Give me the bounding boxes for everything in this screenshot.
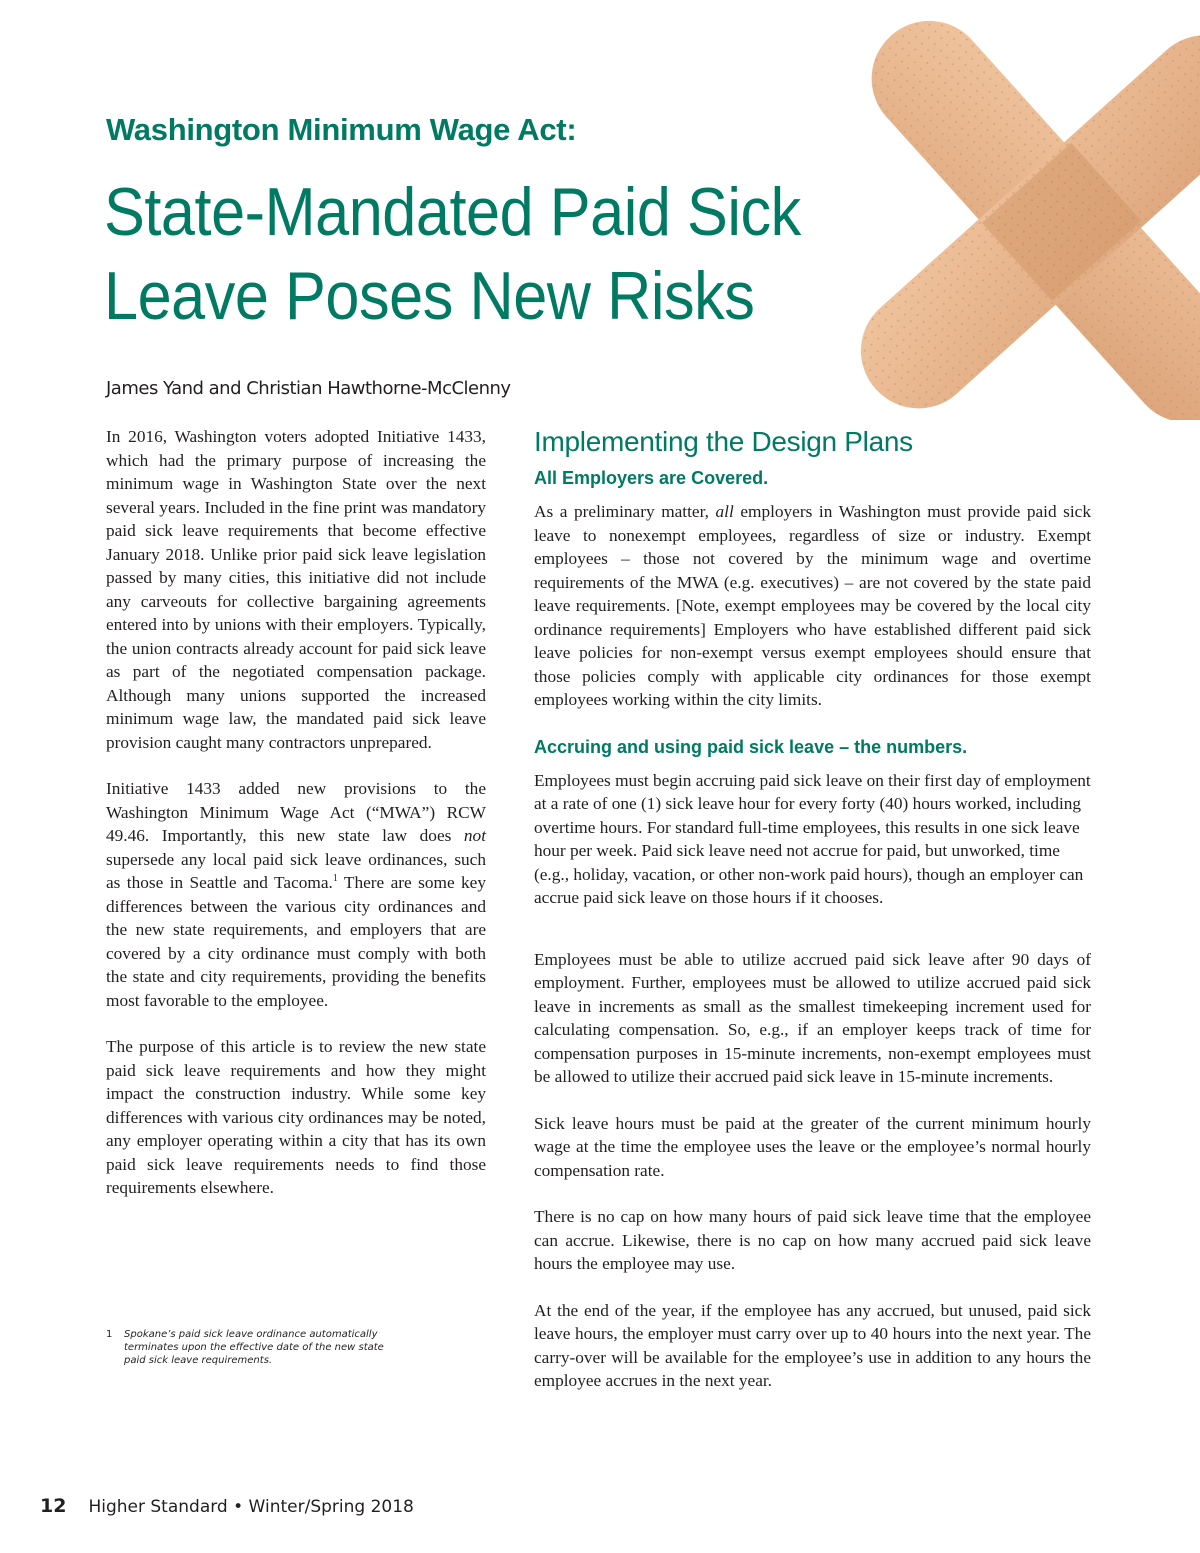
footnote-number: 1 <box>106 1329 113 1340</box>
employers-text-a: As a preliminary matter, <box>534 502 716 521</box>
subheading-accruing: Accruing and using paid sick leave – the numbers. <box>534 736 968 757</box>
employers-emphasis: all <box>715 502 734 521</box>
pay-rate-paragraph: Sick leave hours must be paid at the greater of the current minimum hourly wage at the time the employee uses the leave or the employee’s normal hourly compensation rate. <box>534 1113 1091 1180</box>
utilize-paragraph: Employees must be able to utilize accrued paid sick leave after 90 days of employment. Further, employees must be allowed to utilize accrued paid sick leave in increments as small as the smallest timekeeping increment used for calculating compensation. So, e.g., if an employer keeps track of time for compensation purposes in 15-minute increments, non-exempt employees must be allowed to utilize their accrued paid sick leave in 15-minute increments. <box>534 949 1091 1086</box>
no-cap-paragraph: There is no cap on how many hours of paid sick leave time that the employee can accrue. Likewise, there is no cap on how many accrued paid sick leave hours the employee may use. <box>534 1207 1091 1273</box>
footnote <box>106 1328 396 1367</box>
intro-paragraph: In 2016, Washington voters adopted Initiative 1433, which had the primary purpose of increasing the minimum wage in Washington State over the next several years. Included in the fine print was mandatory paid sick leave requirements that become effective January 2018. Unlike prior paid sick leave legislation passed by many cities, this initiative did not include any carveouts for collective bargaining agreements entered into by unions with their employers. Typically, the union contracts already account for paid sick leave as part of the negotiated compensation package. Although many unions supported the increased minimum wage law, the mandated paid sick leave provision caught many contractors unprepared. <box>106 427 486 752</box>
article-title-line-2: Leave Poses New Risks <box>104 258 755 334</box>
initiative-text-a: Initiative 1433 added new provisions to the Washington Minimum Wage Act (“MWA”) RCW 49.46. Importantly, this new state law does <box>106 779 486 845</box>
crossed-bandages-illustration <box>850 20 1200 420</box>
initiative-emphasis: not <box>463 826 486 845</box>
page-number: 12 <box>40 1495 67 1517</box>
employers-covered-paragraph <box>534 500 1091 712</box>
left-column <box>106 425 486 1223</box>
subheading-employers-covered: All Employers are Covered. <box>534 468 769 488</box>
employers-text-b: employers in Washington must provide paid sick leave to nonexempt employees, regardless of size or industry. Exempt employees – those not covered by the minimum wage and overtime requirements of the MWA (e.g. executives) – are not covered by the state paid leave requirements. [Note, exempt employees may be covered by the local city ordinance requirements] Employers who have established different paid sick leave policies for non-exempt versus exempt employees should ensure that those policies comply with applicable city ordinances for those exempt employees working within the city limits. <box>534 502 1091 709</box>
publication-info: Higher Standard • Winter/Spring 2018 <box>88 1497 414 1517</box>
purpose-paragraph: The purpose of this article is to review the new state paid sick leave requirements and how they might impact the construction industry. While some key differences with various city ordinances may be noted, any employer operating within a city that has its own paid sick leave requirements needs to find those requirements elsewhere. <box>106 1037 486 1197</box>
carry-over-paragraph: At the end of the year, if the employee has any accrued, but unused, paid sick leave hours, the employer must carry over up to 40 hours into the next year. The carry-over will be available for the employee’s use in addition to any hours the employee accrues in the next year. <box>534 1300 1091 1390</box>
accruing-paragraph: Employees must begin accruing paid sick leave on their first day of employment at a rate of one (1) sick leave hour for every forty (40) hours worked, including overtime hours. For standard full-time employees, this results in one sick leave hour per week. Paid sick leave need not accrue for paid, but unworked, time (e.g., holiday, vacation, or other non-work paid hours), though an employer can accrue paid sick leave on those hours if it chooses. <box>534 770 1091 907</box>
footnote-ref: 1 <box>332 873 338 885</box>
page-footer <box>40 1495 414 1517</box>
article-title-line-1: State-Mandated Paid Sick <box>104 174 801 250</box>
footnote-text: Spokane’s paid sick leave ordinance automatically terminates upon the effective date of the new state paid sick leave requirements. <box>124 1329 384 1366</box>
article-title <box>104 170 801 338</box>
byline: James Yand and Christian Hawthorne-McClenny <box>106 378 511 399</box>
initiative-paragraph <box>106 777 486 1012</box>
article-kicker: Washington Minimum Wage Act: <box>106 112 577 147</box>
initiative-text-c: There are some key differences between the various city ordinances and the new state requirements, and employers that are covered by a city ordinance must comply with both the state and city requirements, providing the benefits most favorable to the employee. <box>106 873 486 1010</box>
section-heading: Implementing the Design Plans <box>534 426 913 457</box>
right-column <box>534 424 1091 1416</box>
initiative-text-b: supersede any local paid sick leave ordinances, such as those in Seattle and Tacoma. <box>106 849 486 892</box>
